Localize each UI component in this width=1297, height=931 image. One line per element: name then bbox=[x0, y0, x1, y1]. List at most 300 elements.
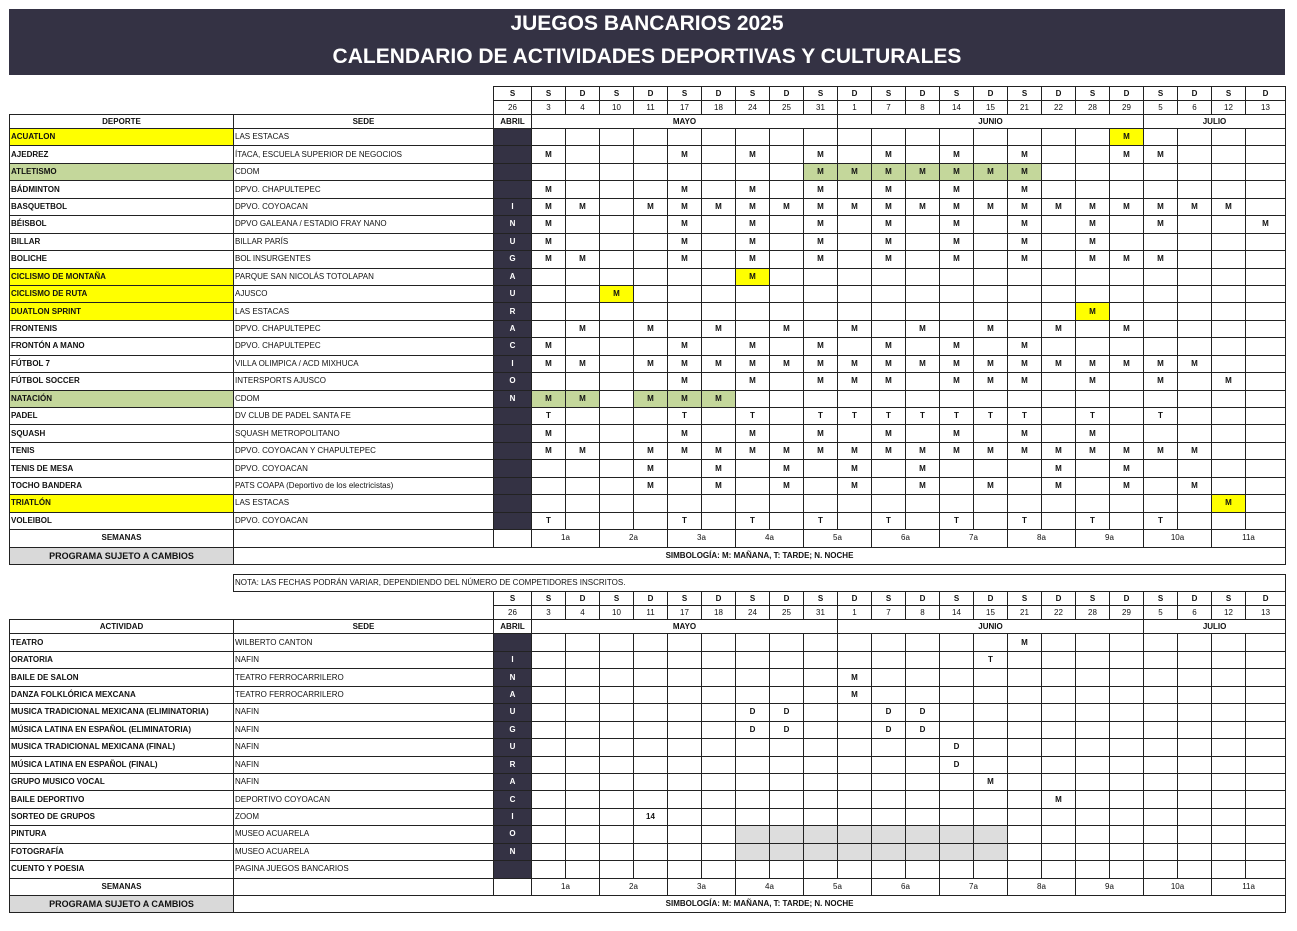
week-label: 5a bbox=[804, 530, 872, 547]
week-label bbox=[494, 878, 532, 895]
week-label: 3a bbox=[668, 530, 736, 547]
schedule-cell: M bbox=[940, 233, 974, 250]
activity-name: DUATLON SPRINT bbox=[10, 303, 234, 320]
month-label: JUNIO bbox=[838, 620, 1144, 634]
schedule-cell: M bbox=[1144, 373, 1178, 390]
day-letter: D bbox=[702, 592, 736, 606]
schedule-cell bbox=[736, 773, 770, 790]
schedule-cell: M bbox=[1076, 303, 1110, 320]
schedule-cell bbox=[532, 669, 566, 686]
schedule-cell: M bbox=[736, 425, 770, 442]
schedule-cell bbox=[600, 826, 634, 843]
schedule-cell bbox=[736, 843, 770, 860]
schedule-cell bbox=[532, 285, 566, 302]
month-label: JULIO bbox=[1144, 115, 1286, 129]
schedule-cell: T bbox=[1076, 408, 1110, 425]
schedule-cell bbox=[600, 390, 634, 407]
schedule-cell: T bbox=[532, 512, 566, 529]
schedule-cell bbox=[1178, 129, 1212, 146]
schedule-cell bbox=[906, 773, 940, 790]
schedule-cell bbox=[974, 704, 1008, 721]
schedule-cell bbox=[1212, 251, 1246, 268]
schedule-cell bbox=[1144, 477, 1178, 494]
sede-name: DEPORTIVO COYOACAN bbox=[234, 791, 494, 808]
schedule-cell: M bbox=[872, 146, 906, 163]
schedule-cell bbox=[906, 233, 940, 250]
schedule-cell: M bbox=[838, 163, 872, 180]
schedule-cell bbox=[668, 129, 702, 146]
schedule-cell bbox=[566, 791, 600, 808]
sede-name: NAFIN bbox=[234, 773, 494, 790]
schedule-cell bbox=[906, 146, 940, 163]
schedule-cell bbox=[1110, 512, 1144, 529]
schedule-cell: M bbox=[1178, 477, 1212, 494]
schedule-cell bbox=[1246, 408, 1286, 425]
schedule-cell bbox=[1212, 756, 1246, 773]
date-number: 18 bbox=[702, 101, 736, 115]
schedule-cell bbox=[736, 861, 770, 878]
schedule-cell bbox=[1144, 843, 1178, 860]
schedule-cell bbox=[1042, 216, 1076, 233]
schedule-cell bbox=[702, 216, 736, 233]
activity-name: FÚTBOL SOCCER bbox=[10, 373, 234, 390]
day-letter: S bbox=[494, 87, 532, 101]
schedule-cell bbox=[838, 808, 872, 825]
date-number: 8 bbox=[906, 101, 940, 115]
sede-name: PAGINA JUEGOS BANCARIOS bbox=[234, 861, 494, 878]
activity-name: GRUPO MUSICO VOCAL bbox=[10, 773, 234, 790]
day-letter: D bbox=[770, 87, 804, 101]
schedule-cell bbox=[1042, 739, 1076, 756]
activity-name: CICLISMO DE MONTAÑA bbox=[10, 268, 234, 285]
schedule-cell bbox=[566, 669, 600, 686]
schedule-cell bbox=[532, 861, 566, 878]
schedule-cell: M bbox=[532, 216, 566, 233]
schedule-cell: T bbox=[906, 408, 940, 425]
schedule-cell bbox=[974, 216, 1008, 233]
spacer-cell bbox=[10, 101, 234, 115]
sede-name: BOL INSURGENTES bbox=[234, 251, 494, 268]
inauguracion-letter: A bbox=[494, 320, 532, 337]
week-label: 4a bbox=[736, 530, 804, 547]
schedule-cell: T bbox=[736, 408, 770, 425]
schedule-cell bbox=[668, 303, 702, 320]
schedule-cell bbox=[838, 773, 872, 790]
schedule-cell bbox=[1076, 651, 1110, 668]
date-number: 15 bbox=[974, 606, 1008, 620]
page-subtitle: CALENDARIO DE ACTIVIDADES DEPORTIVAS Y CULTURALES bbox=[332, 45, 962, 68]
schedule-cell bbox=[974, 669, 1008, 686]
schedule-cell bbox=[566, 721, 600, 738]
inauguracion-letter bbox=[494, 634, 532, 651]
schedule-cell bbox=[1076, 686, 1110, 703]
schedule-cell bbox=[566, 268, 600, 285]
schedule-cell bbox=[1110, 285, 1144, 302]
schedule-cell bbox=[1212, 739, 1246, 756]
schedule-cell: M bbox=[1076, 355, 1110, 372]
schedule-cell bbox=[1076, 285, 1110, 302]
date-number: 14 bbox=[940, 101, 974, 115]
schedule-cell bbox=[838, 826, 872, 843]
activity-name: PINTURA bbox=[10, 826, 234, 843]
schedule-cell bbox=[600, 320, 634, 337]
sports-schedule-table bbox=[9, 86, 1286, 565]
schedule-cell: M bbox=[906, 460, 940, 477]
schedule-cell bbox=[1246, 791, 1286, 808]
inauguracion-letter bbox=[494, 129, 532, 146]
schedule-cell bbox=[1144, 181, 1178, 198]
schedule-cell: T bbox=[872, 512, 906, 529]
schedule-cell bbox=[1178, 634, 1212, 651]
sede-name: DPVO GALEANA / ESTADIO FRAY NANO bbox=[234, 216, 494, 233]
schedule-cell bbox=[736, 495, 770, 512]
schedule-cell: M bbox=[770, 460, 804, 477]
schedule-cell bbox=[1246, 739, 1286, 756]
day-letter: D bbox=[1110, 592, 1144, 606]
schedule-cell: M bbox=[668, 146, 702, 163]
inauguracion-letter bbox=[494, 181, 532, 198]
schedule-cell bbox=[566, 163, 600, 180]
schedule-cell bbox=[940, 704, 974, 721]
schedule-cell bbox=[804, 826, 838, 843]
schedule-cell bbox=[838, 303, 872, 320]
schedule-cell bbox=[770, 390, 804, 407]
sede-name: MUSEO ACUARELA bbox=[234, 843, 494, 860]
schedule-cell: M bbox=[974, 773, 1008, 790]
schedule-cell bbox=[1144, 460, 1178, 477]
schedule-cell: D bbox=[940, 739, 974, 756]
schedule-cell bbox=[804, 669, 838, 686]
date-number: 6 bbox=[1178, 606, 1212, 620]
schedule-cell bbox=[1178, 268, 1212, 285]
sede-name: LAS ESTACAS bbox=[234, 303, 494, 320]
schedule-cell: M bbox=[906, 198, 940, 215]
schedule-cell bbox=[1212, 686, 1246, 703]
schedule-cell bbox=[1178, 651, 1212, 668]
sede-name: DPVO. COYOACAN bbox=[234, 198, 494, 215]
schedule-cell bbox=[668, 808, 702, 825]
schedule-cell bbox=[1110, 651, 1144, 668]
schedule-cell bbox=[736, 390, 770, 407]
schedule-cell bbox=[906, 268, 940, 285]
schedule-cell bbox=[804, 686, 838, 703]
schedule-cell bbox=[1008, 477, 1042, 494]
schedule-cell bbox=[634, 791, 668, 808]
schedule-cell: M bbox=[668, 216, 702, 233]
day-letter: D bbox=[974, 592, 1008, 606]
schedule-cell: M bbox=[702, 390, 736, 407]
schedule-cell bbox=[634, 861, 668, 878]
schedule-cell bbox=[1178, 773, 1212, 790]
schedule-cell: D bbox=[872, 704, 906, 721]
schedule-cell bbox=[1144, 651, 1178, 668]
activity-name: BOLICHE bbox=[10, 251, 234, 268]
schedule-cell bbox=[634, 704, 668, 721]
schedule-cell bbox=[770, 773, 804, 790]
sede-name: ZOOM bbox=[234, 808, 494, 825]
inauguracion-letter: U bbox=[494, 233, 532, 250]
schedule-cell bbox=[1110, 233, 1144, 250]
schedule-cell: M bbox=[940, 181, 974, 198]
schedule-cell: T bbox=[940, 408, 974, 425]
day-letter: D bbox=[838, 592, 872, 606]
week-label: 3a bbox=[668, 878, 736, 895]
schedule-cell bbox=[634, 826, 668, 843]
date-number: 11 bbox=[634, 101, 668, 115]
activity-name: BAILE DE SALON bbox=[10, 669, 234, 686]
schedule-cell bbox=[906, 129, 940, 146]
schedule-cell: M bbox=[566, 198, 600, 215]
schedule-cell bbox=[736, 756, 770, 773]
schedule-cell bbox=[1110, 843, 1144, 860]
schedule-cell bbox=[1212, 320, 1246, 337]
schedule-cell bbox=[906, 686, 940, 703]
schedule-cell bbox=[1178, 843, 1212, 860]
schedule-cell bbox=[1008, 773, 1042, 790]
inauguracion-letter: I bbox=[494, 198, 532, 215]
schedule-cell bbox=[838, 843, 872, 860]
schedule-cell: M bbox=[804, 355, 838, 372]
day-letter: S bbox=[736, 592, 770, 606]
schedule-cell bbox=[600, 233, 634, 250]
schedule-cell bbox=[600, 686, 634, 703]
schedule-cell bbox=[702, 634, 736, 651]
schedule-cell bbox=[1042, 843, 1076, 860]
schedule-cell bbox=[1076, 181, 1110, 198]
schedule-cell: M bbox=[1042, 198, 1076, 215]
schedule-cell bbox=[1246, 686, 1286, 703]
day-letter: D bbox=[566, 592, 600, 606]
spacer-cell bbox=[234, 606, 494, 620]
schedule-cell bbox=[702, 233, 736, 250]
schedule-cell: M bbox=[770, 442, 804, 459]
inauguracion-letter: U bbox=[494, 704, 532, 721]
spacer-cell bbox=[234, 878, 494, 895]
date-number: 7 bbox=[872, 606, 906, 620]
date-number: 31 bbox=[804, 606, 838, 620]
day-letter: S bbox=[494, 592, 532, 606]
schedule-cell bbox=[1212, 355, 1246, 372]
schedule-cell bbox=[1178, 495, 1212, 512]
date-number: 28 bbox=[1076, 101, 1110, 115]
schedule-cell bbox=[872, 791, 906, 808]
schedule-cell: M bbox=[600, 285, 634, 302]
activity-name: MUSICA TRADICIONAL MEXICANA (FINAL) bbox=[10, 739, 234, 756]
activity-name: AJEDREZ bbox=[10, 146, 234, 163]
schedule-cell bbox=[1008, 390, 1042, 407]
schedule-cell bbox=[940, 651, 974, 668]
spacer-cell bbox=[10, 87, 234, 101]
schedule-cell: M bbox=[668, 425, 702, 442]
schedule-cell bbox=[1144, 320, 1178, 337]
schedule-cell bbox=[1246, 146, 1286, 163]
schedule-cell bbox=[906, 181, 940, 198]
schedule-cell bbox=[532, 495, 566, 512]
schedule-cell bbox=[940, 390, 974, 407]
schedule-cell bbox=[1212, 408, 1246, 425]
schedule-cell bbox=[736, 477, 770, 494]
schedule-cell bbox=[1178, 686, 1212, 703]
schedule-cell bbox=[566, 146, 600, 163]
schedule-cell bbox=[668, 843, 702, 860]
schedule-cell: M bbox=[804, 373, 838, 390]
schedule-cell: T bbox=[872, 408, 906, 425]
schedule-cell bbox=[600, 268, 634, 285]
schedule-cell bbox=[634, 146, 668, 163]
schedule-cell bbox=[1076, 721, 1110, 738]
activity-name: TOCHO BANDERA bbox=[10, 477, 234, 494]
schedule-cell bbox=[770, 163, 804, 180]
schedule-cell bbox=[532, 739, 566, 756]
schedule-cell bbox=[804, 460, 838, 477]
schedule-cell: M bbox=[940, 198, 974, 215]
schedule-cell bbox=[804, 791, 838, 808]
schedule-cell bbox=[1076, 338, 1110, 355]
schedule-cell bbox=[532, 460, 566, 477]
schedule-cell bbox=[532, 808, 566, 825]
schedule-cell bbox=[532, 634, 566, 651]
schedule-cell: M bbox=[668, 233, 702, 250]
schedule-cell bbox=[1110, 268, 1144, 285]
schedule-cell: T bbox=[736, 512, 770, 529]
schedule-cell bbox=[1110, 390, 1144, 407]
schedule-cell bbox=[838, 146, 872, 163]
schedule-cell: M bbox=[1144, 355, 1178, 372]
schedule-cell bbox=[872, 773, 906, 790]
activity-name: CICLISMO DE RUTA bbox=[10, 285, 234, 302]
schedule-cell bbox=[702, 721, 736, 738]
schedule-cell bbox=[736, 651, 770, 668]
activity-name: FÚTBOL 7 bbox=[10, 355, 234, 372]
schedule-cell bbox=[770, 268, 804, 285]
date-number: 21 bbox=[1008, 101, 1042, 115]
schedule-cell: M bbox=[1008, 634, 1042, 651]
schedule-cell: M bbox=[736, 251, 770, 268]
sede-name: INTERSPORTS AJUSCO bbox=[234, 373, 494, 390]
schedule-cell bbox=[1144, 773, 1178, 790]
schedule-cell bbox=[1008, 268, 1042, 285]
sede-name: DPVO. COYOACAN Y CHAPULTEPEC bbox=[234, 442, 494, 459]
schedule-cell bbox=[1246, 843, 1286, 860]
schedule-cell bbox=[600, 408, 634, 425]
schedule-cell: M bbox=[940, 355, 974, 372]
schedule-cell bbox=[974, 251, 1008, 268]
schedule-cell bbox=[566, 373, 600, 390]
schedule-cell: M bbox=[702, 198, 736, 215]
schedule-cell bbox=[1008, 285, 1042, 302]
day-letter: S bbox=[872, 87, 906, 101]
schedule-cell bbox=[634, 425, 668, 442]
schedule-cell bbox=[634, 303, 668, 320]
schedule-cell bbox=[872, 268, 906, 285]
schedule-cell bbox=[1110, 425, 1144, 442]
schedule-cell bbox=[532, 163, 566, 180]
schedule-cell bbox=[702, 861, 736, 878]
date-number: 29 bbox=[1110, 101, 1144, 115]
schedule-cell bbox=[974, 285, 1008, 302]
schedule-cell bbox=[804, 268, 838, 285]
schedule-cell: M bbox=[702, 320, 736, 337]
schedule-cell bbox=[770, 146, 804, 163]
schedule-cell bbox=[974, 425, 1008, 442]
schedule-cell: T bbox=[804, 512, 838, 529]
day-letter: D bbox=[1110, 87, 1144, 101]
schedule-cell bbox=[566, 181, 600, 198]
schedule-cell bbox=[1076, 826, 1110, 843]
schedule-cell bbox=[1042, 808, 1076, 825]
schedule-cell: M bbox=[634, 320, 668, 337]
date-number: 31 bbox=[804, 101, 838, 115]
inauguracion-letter: N bbox=[494, 669, 532, 686]
schedule-cell: M bbox=[804, 425, 838, 442]
day-letter: S bbox=[804, 592, 838, 606]
schedule-cell bbox=[906, 669, 940, 686]
schedule-cell bbox=[1042, 163, 1076, 180]
schedule-cell bbox=[634, 739, 668, 756]
schedule-cell: T bbox=[1076, 512, 1110, 529]
schedule-cell bbox=[974, 146, 1008, 163]
schedule-cell: M bbox=[532, 181, 566, 198]
day-letter: D bbox=[634, 87, 668, 101]
schedule-cell bbox=[804, 320, 838, 337]
schedule-cell bbox=[600, 704, 634, 721]
inauguracion-letter: U bbox=[494, 739, 532, 756]
schedule-cell bbox=[804, 129, 838, 146]
schedule-cell: M bbox=[532, 442, 566, 459]
schedule-cell bbox=[600, 303, 634, 320]
date-number: 25 bbox=[770, 101, 804, 115]
schedule-cell bbox=[838, 338, 872, 355]
schedule-cell bbox=[770, 808, 804, 825]
schedule-cell: M bbox=[804, 216, 838, 233]
schedule-cell bbox=[1110, 721, 1144, 738]
schedule-cell: M bbox=[872, 373, 906, 390]
schedule-cell bbox=[1178, 390, 1212, 407]
schedule-cell bbox=[1076, 146, 1110, 163]
inauguracion-letter: O bbox=[494, 826, 532, 843]
schedule-cell bbox=[600, 773, 634, 790]
schedule-cell: M bbox=[940, 373, 974, 390]
schedule-cell bbox=[940, 686, 974, 703]
activity-name: VOLEIBOL bbox=[10, 512, 234, 529]
schedule-cell bbox=[906, 739, 940, 756]
schedule-cell: M bbox=[736, 338, 770, 355]
schedule-cell bbox=[940, 634, 974, 651]
schedule-cell bbox=[1246, 704, 1286, 721]
schedule-cell bbox=[600, 651, 634, 668]
schedule-cell: M bbox=[702, 355, 736, 372]
schedule-cell bbox=[1008, 303, 1042, 320]
schedule-cell bbox=[702, 408, 736, 425]
activity-name: FRONTÓN A MANO bbox=[10, 338, 234, 355]
schedule-cell bbox=[770, 861, 804, 878]
schedule-cell bbox=[838, 756, 872, 773]
schedule-cell bbox=[872, 477, 906, 494]
schedule-cell bbox=[566, 756, 600, 773]
inauguracion-letter bbox=[494, 495, 532, 512]
sede-name: DPVO. CHAPULTEPEC bbox=[234, 181, 494, 198]
schedule-cell bbox=[770, 181, 804, 198]
schedule-cell: M bbox=[940, 442, 974, 459]
schedule-cell: M bbox=[1144, 442, 1178, 459]
schedule-cell bbox=[1076, 163, 1110, 180]
schedule-cell: M bbox=[1008, 146, 1042, 163]
schedule-cell bbox=[838, 181, 872, 198]
schedule-cell bbox=[804, 843, 838, 860]
schedule-cell bbox=[1042, 373, 1076, 390]
schedule-cell bbox=[668, 285, 702, 302]
schedule-cell bbox=[702, 843, 736, 860]
